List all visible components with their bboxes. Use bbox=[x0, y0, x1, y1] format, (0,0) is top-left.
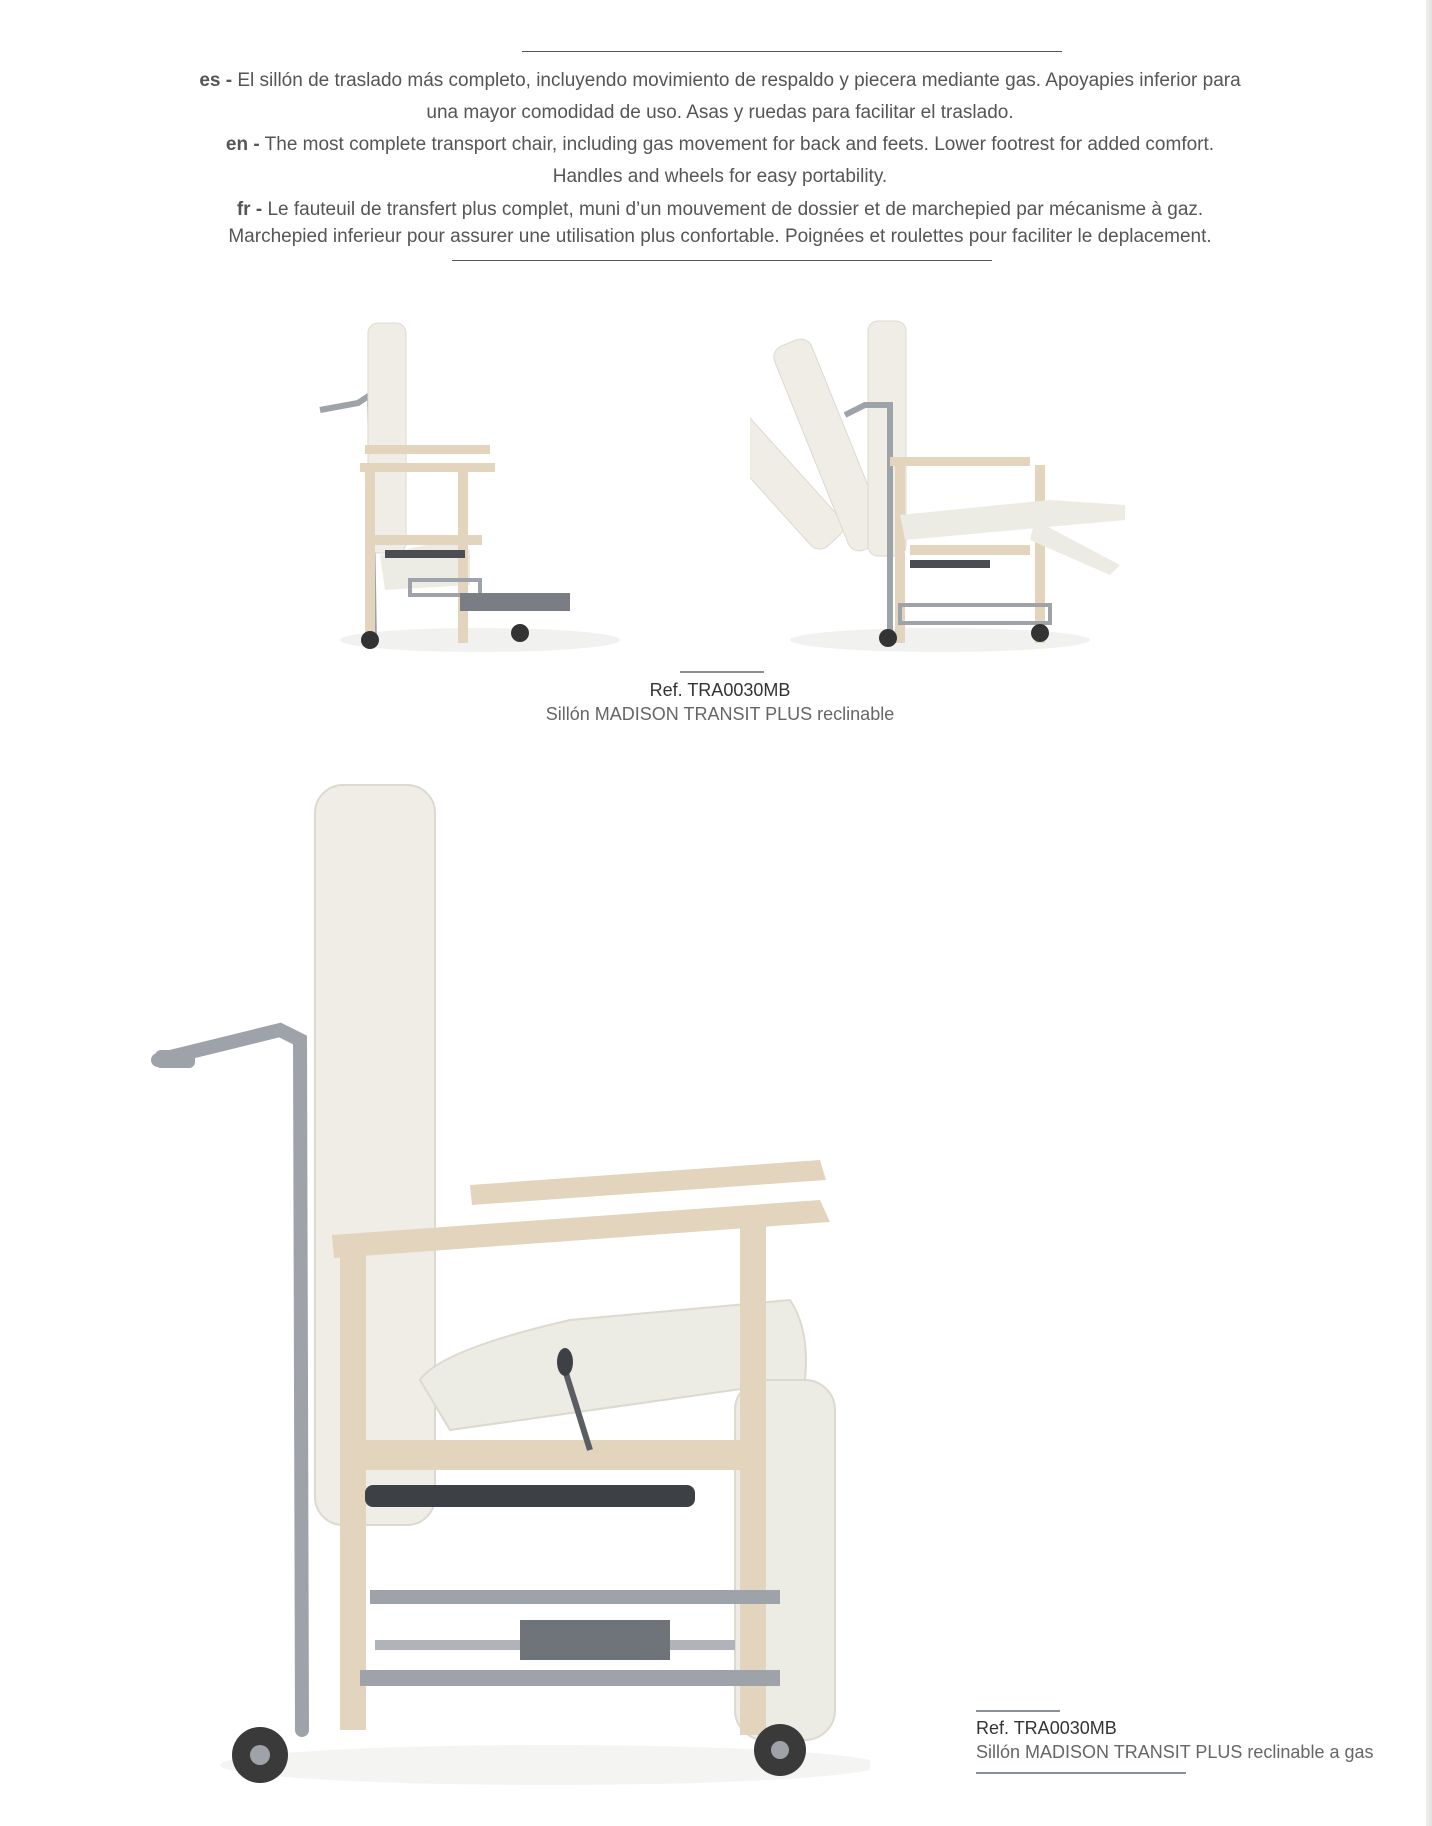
intro-fr bbox=[190, 196, 1250, 250]
intro-en-text: The most complete transport chair, including gas movement for back and feets. Lower footrest for added comfort. Handles and wheels for easy portability. bbox=[264, 134, 1215, 187]
caption-bottom-rule-top bbox=[976, 1710, 1060, 1712]
intro-es bbox=[190, 65, 1250, 129]
intro-fr-text: Le fauteuil de transfert plus complet, muni d’un mouvement de dossier et de marchepied par mécanisme à gaz. Marchepied inferieur pour assurer une utilisation plus confortable. Poignées et roulettes pour faciliter le deplacement. bbox=[228, 199, 1212, 247]
caption-top-rule bbox=[680, 671, 764, 673]
intro-es-text: El sillón de traslado más completo, incluyendo movimiento de respaldo y piecera mediante gas. Apoyapies inferior para una mayor comodidad de uso. Asas y ruedas para facilitar el traslado. bbox=[237, 70, 1241, 123]
intro-text bbox=[190, 65, 1250, 250]
caption-top-ref: Ref. TRA0030MB bbox=[649, 680, 791, 700]
caption-bottom-ref: Ref. TRA0030MB bbox=[976, 1718, 1117, 1738]
lang-prefix-fr: fr - bbox=[236, 199, 263, 220]
chair-photo-upright bbox=[310, 315, 620, 655]
caption-bottom-desc: Sillón MADISON TRANSIT PLUS reclinable a gas bbox=[976, 1742, 1374, 1762]
intro-en bbox=[190, 129, 1250, 193]
caption-top-desc: Sillón MADISON TRANSIT PLUS reclinable bbox=[545, 704, 895, 724]
intro-bottom-rule bbox=[452, 260, 992, 261]
caption-top bbox=[440, 678, 1000, 726]
page-edge bbox=[1426, 0, 1432, 1826]
chair-photo-large bbox=[150, 780, 870, 1800]
top-rule bbox=[522, 51, 1062, 52]
lang-prefix-es: es - bbox=[199, 70, 233, 91]
chair-photo-reclining bbox=[750, 315, 1130, 655]
caption-bottom-rule-bottom bbox=[976, 1772, 1186, 1774]
lang-prefix-en: en - bbox=[225, 134, 260, 155]
caption-bottom bbox=[976, 1716, 1396, 1764]
